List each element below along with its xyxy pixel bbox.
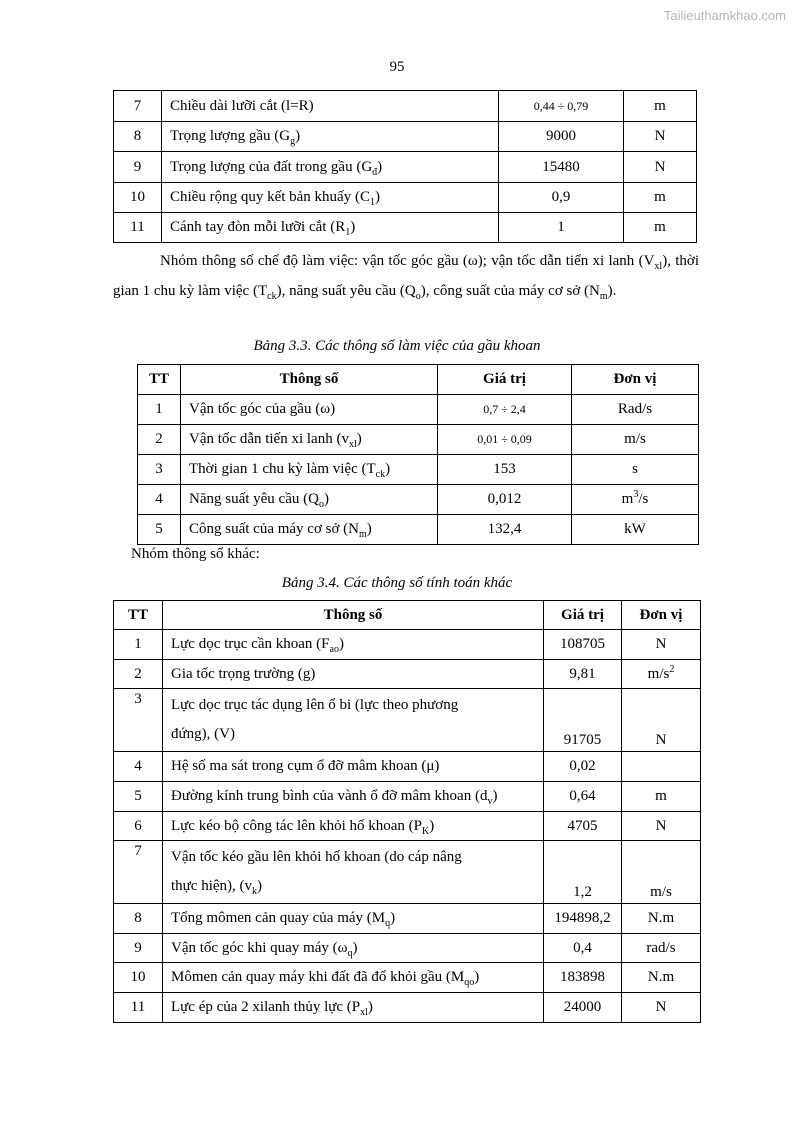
- param-name: Trọng lượng gầu $(G_g)$: [162, 122, 499, 152]
- param-name: Vận tốc kéo gầu lên khỏi hố khoan (do cáp nâng thực hiện), $(v_k)$: [163, 841, 544, 904]
- param-name: Gia tốc trọng trường (g): [163, 660, 544, 689]
- param-name: Đường kính trung bình của vành ổ đỡ mâm khoan $(d_v)$: [163, 782, 544, 812]
- row-number: 11: [114, 213, 162, 243]
- param-unit: m/s: [572, 425, 699, 455]
- table-row: [138, 515, 699, 545]
- param-value: 0,7 ÷ 2,4: [438, 395, 572, 425]
- table-row: [114, 183, 697, 213]
- param-unit: m: [624, 91, 697, 122]
- param-unit: [622, 752, 701, 782]
- table-row: [114, 904, 701, 934]
- param-name: Mômen cản quay máy khi đất đã đổ khỏi gầu $(M_{qo})$: [163, 963, 544, 993]
- row-number: 11: [114, 993, 163, 1023]
- param-name: Tổng mômen cản quay của máy $(M_q)$: [163, 904, 544, 934]
- table-continued: [113, 90, 697, 243]
- param-unit: kW: [572, 515, 699, 545]
- row-number: 3: [114, 689, 163, 752]
- row-number: 10: [114, 183, 162, 213]
- table-row: [114, 122, 697, 152]
- row-number: 7: [114, 91, 162, 122]
- table-row: [114, 660, 701, 689]
- param-unit: $m/s^2$: [622, 660, 701, 689]
- table-row: [114, 841, 701, 904]
- param-value: 183898: [544, 963, 622, 993]
- row-number: 8: [114, 904, 163, 934]
- param-name: Trọng lượng của đất trong gầu $(G_đ)$: [162, 152, 499, 183]
- table-row: [114, 152, 697, 183]
- header-unit: Đơn vị: [572, 365, 699, 395]
- table-row: [114, 91, 697, 122]
- param-name: Năng suất yêu cầu $(Q_o)$: [181, 485, 438, 515]
- table-row: [138, 425, 699, 455]
- header-tt: TT: [138, 365, 181, 395]
- param-value: 194898,2: [544, 904, 622, 934]
- row-number: 5: [114, 782, 163, 812]
- param-value: 132,4: [438, 515, 572, 545]
- header-value: Giá trị: [544, 601, 622, 630]
- row-number: 10: [114, 963, 163, 993]
- row-number: 6: [114, 812, 163, 841]
- row-number: 1: [114, 630, 163, 660]
- param-unit: N: [624, 122, 697, 152]
- header-unit: Đơn vị: [622, 601, 701, 630]
- param-unit: N: [624, 152, 697, 183]
- param-value: 91705: [544, 689, 622, 752]
- table-row: [114, 963, 701, 993]
- table-3-3: [137, 364, 699, 545]
- param-unit: m: [624, 183, 697, 213]
- param-value: 0,9: [499, 183, 624, 213]
- page-number: 95: [389, 59, 405, 75]
- header-value: Giá trị: [438, 365, 572, 395]
- param-value: 108705: [544, 630, 622, 660]
- table-row: [138, 395, 699, 425]
- param-unit: N.m: [622, 904, 701, 934]
- param-unit: m: [622, 782, 701, 812]
- row-number: 2: [114, 660, 163, 689]
- param-name: Vận tốc góc của gầu (ω): [181, 395, 438, 425]
- param-name: Lực ép của 2 xilanh thủy lực $(P_{xl})$: [163, 993, 544, 1023]
- param-value: 153: [438, 455, 572, 485]
- table-row: [114, 993, 701, 1023]
- header-param: Thông số: [163, 601, 544, 630]
- row-number: 1: [138, 395, 181, 425]
- param-value: 9000: [499, 122, 624, 152]
- param-name: Vận tốc góc khi quay máy $(\omega_q)$: [163, 934, 544, 963]
- row-number: 9: [114, 152, 162, 183]
- param-name: Lực dọc trục cần khoan $(F_{ao})$: [163, 630, 544, 660]
- watermark: Tailieuthamkhao.com: [663, 8, 786, 23]
- row-number: 4: [114, 752, 163, 782]
- table-row: [138, 455, 699, 485]
- table-caption: Bảng 3.3. Các thông số làm việc của gầu khoan: [253, 338, 541, 354]
- body-paragraph: Nhóm thông số khác:: [131, 546, 260, 562]
- param-unit: s: [572, 455, 699, 485]
- param-name: Lực kéo bộ công tác lên khỏi hố khoan $(P_K)$: [163, 812, 544, 841]
- param-name: Cánh tay đòn mỗi lưỡi cắt $(R_1)$: [162, 213, 499, 243]
- param-unit: rad/s: [622, 934, 701, 963]
- param-unit: Rad/s: [572, 395, 699, 425]
- row-number: 9: [114, 934, 163, 963]
- table-header-row: [114, 601, 701, 630]
- param-value: 0,64: [544, 782, 622, 812]
- param-value: 24000: [544, 993, 622, 1023]
- table-row: [114, 782, 701, 812]
- param-name: Chiều rộng quy kết bản khuấy $(C_1)$: [162, 183, 499, 213]
- table-row: [114, 213, 697, 243]
- table-row: [114, 752, 701, 782]
- row-number: 2: [138, 425, 181, 455]
- param-unit: N: [622, 993, 701, 1023]
- row-number: 8: [114, 122, 162, 152]
- param-name: Lực dọc trục tác dụng lên ổ bi (lực theo phương đứng), (V): [163, 689, 544, 752]
- table-row: [138, 485, 699, 515]
- param-value: 0,4: [544, 934, 622, 963]
- row-number: 7: [114, 841, 163, 904]
- row-number: 5: [138, 515, 181, 545]
- param-unit: N: [622, 630, 701, 660]
- body-paragraph: Nhóm thông số chế độ làm việc: vận tốc góc gầu (ω); vận tốc dẫn tiến xi lanh $(V_{xl})$, thời gian 1 chu kỳ làm việc $(T_{ck})$, năng suất yêu cầu $(Q_o)$, công suất của máy cơ sở $(N_m)$.: [113, 253, 700, 302]
- row-number: 3: [138, 455, 181, 485]
- param-value: 0,012: [438, 485, 572, 515]
- param-value: 9,81: [544, 660, 622, 689]
- header-tt: TT: [114, 601, 163, 630]
- param-unit: N: [622, 812, 701, 841]
- table-caption: Bảng 3.4. Các thông số tính toán khác: [281, 575, 513, 591]
- table-row: [114, 630, 701, 660]
- param-value: 4705: [544, 812, 622, 841]
- table-row: [114, 689, 701, 752]
- param-value: 1,2: [544, 841, 622, 904]
- param-unit: N.m: [622, 963, 701, 993]
- table-header-row: [138, 365, 699, 395]
- param-name: Vận tốc dẫn tiến xi lanh $(v_{xl})$: [181, 425, 438, 455]
- param-name: Công suất của máy cơ sở $(N_m)$: [181, 515, 438, 545]
- param-value: 0,44 ÷ 0,79: [499, 91, 624, 122]
- table-row: [114, 934, 701, 963]
- param-unit: m/s: [622, 841, 701, 904]
- param-name: Thời gian 1 chu kỳ làm việc $(T_{ck})$: [181, 455, 438, 485]
- param-value: 0,02: [544, 752, 622, 782]
- row-number: 4: [138, 485, 181, 515]
- param-unit: m: [624, 213, 697, 243]
- table-3-4: [113, 600, 701, 1023]
- param-value: 15480: [499, 152, 624, 183]
- param-value: 1: [499, 213, 624, 243]
- header-param: Thông số: [181, 365, 438, 395]
- param-name: Hệ số ma sát trong cụm ổ đỡ mâm khoan (μ): [163, 752, 544, 782]
- table-row: [114, 812, 701, 841]
- param-unit: $m^3/s$: [572, 485, 699, 515]
- param-name: Chiều dài lưỡi cắt (l=R): [162, 91, 499, 122]
- param-value: 0,01 ÷ 0,09: [438, 425, 572, 455]
- param-unit: N: [622, 689, 701, 752]
